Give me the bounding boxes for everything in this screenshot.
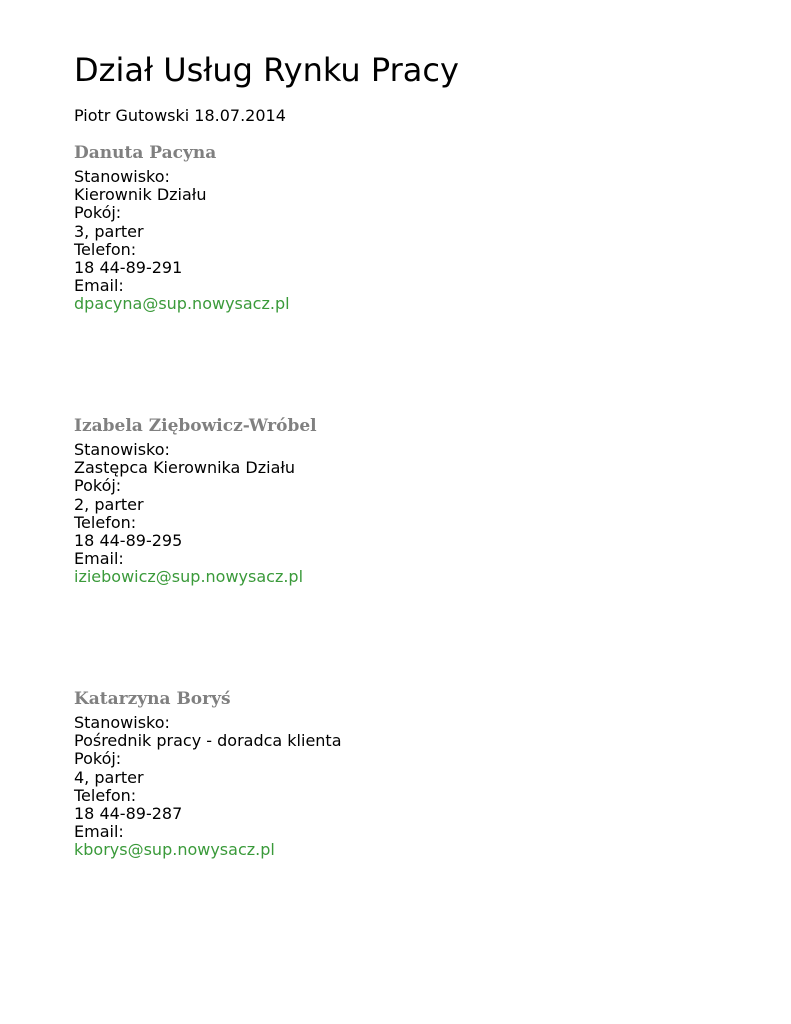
phone-value: 18 44-89-287 [74, 804, 183, 824]
email-label: Email: [74, 822, 124, 842]
position-label: Stanowisko: [74, 713, 170, 732]
person-name: Danuta Pacyna [74, 143, 217, 163]
email-link[interactable]: iziebowicz@sup.nowysacz.pl [74, 567, 304, 587]
position-value: Zastępca Kierownika Działu [74, 458, 296, 478]
phone-value: 18 44-89-291 [74, 258, 183, 278]
email-label: Email: [74, 276, 124, 296]
phone-label: Telefon: [74, 785, 137, 805]
position-label: Stanowisko: [74, 440, 170, 459]
person-card [74, 415, 674, 587]
room-label: Pokój: [74, 476, 122, 496]
byline: Piotr Gutowski 18.07.2014 [74, 106, 286, 125]
phone-label: Telefon: [74, 239, 137, 259]
page-title: Dział Usług Rynku Pracy [74, 51, 459, 89]
room-label: Pokój: [74, 749, 122, 769]
room-value: 4, parter [74, 767, 144, 787]
email-link[interactable]: kborys@sup.nowysacz.pl [74, 840, 275, 860]
position-value: Pośrednik pracy - doradca klienta [74, 731, 342, 751]
position-label: Stanowisko: [74, 167, 170, 186]
room-value: 2, parter [74, 494, 144, 514]
person-card [74, 142, 674, 314]
email-label: Email: [74, 549, 124, 569]
room-value: 3, parter [74, 221, 144, 241]
phone-label: Telefon: [74, 512, 137, 532]
phone-value: 18 44-89-295 [74, 531, 183, 551]
position-value: Kierownik Działu [74, 185, 207, 205]
person-card [74, 688, 674, 860]
email-link[interactable]: dpacyna@sup.nowysacz.pl [74, 294, 290, 314]
person-name: Katarzyna Boryś [74, 689, 231, 709]
person-name: Izabela Ziębowicz-Wróbel [74, 416, 317, 436]
room-label: Pokój: [74, 203, 122, 223]
